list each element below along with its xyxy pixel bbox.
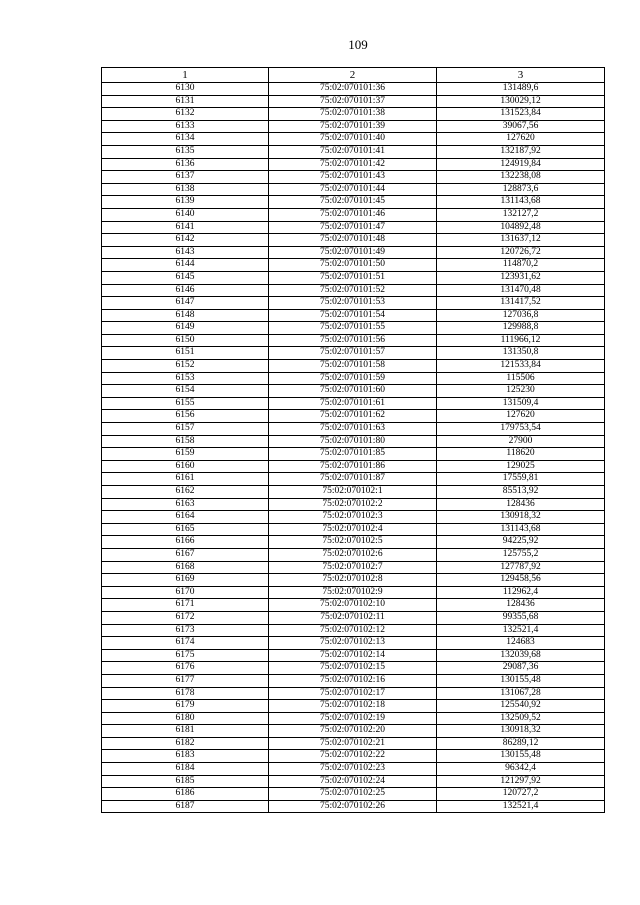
table-row (102, 271, 605, 284)
table-row (102, 611, 605, 624)
cadastral-number-cell: 75:02:070101:86 (269, 460, 437, 473)
value-cell: 118620 (437, 448, 605, 461)
table-row (102, 788, 605, 801)
cadastral-number-cell: 75:02:070102:8 (269, 574, 437, 587)
cadastral-number-cell: 75:02:070102:5 (269, 536, 437, 549)
value-cell: 131350,8 (437, 347, 605, 360)
table-row (102, 372, 605, 385)
table-row (102, 309, 605, 322)
cadastral-number-cell: 75:02:070101:43 (269, 171, 437, 184)
value-cell: 131637,12 (437, 234, 605, 247)
row-number-cell: 6177 (102, 674, 269, 687)
row-number-cell: 6137 (102, 171, 269, 184)
row-number-cell: 6160 (102, 460, 269, 473)
table-row (102, 221, 605, 234)
cadastral-number-cell: 75:02:070102:13 (269, 637, 437, 650)
table-row (102, 649, 605, 662)
cadastral-number-cell: 75:02:070101:44 (269, 183, 437, 196)
row-number-cell: 6169 (102, 574, 269, 587)
table-row (102, 536, 605, 549)
table-row (102, 586, 605, 599)
cadastral-number-cell: 75:02:070101:49 (269, 246, 437, 259)
value-cell: 29087,36 (437, 662, 605, 675)
row-number-cell: 6154 (102, 385, 269, 398)
value-cell: 127620 (437, 133, 605, 146)
value-cell: 131470,48 (437, 284, 605, 297)
value-cell: 132187,92 (437, 145, 605, 158)
cadastral-number-cell: 75:02:070101:45 (269, 196, 437, 209)
value-cell: 132238,08 (437, 171, 605, 184)
table-row (102, 548, 605, 561)
cadastral-number-cell: 75:02:070101:38 (269, 108, 437, 121)
row-number-cell: 6178 (102, 687, 269, 700)
cadastral-number-cell: 75:02:070101:41 (269, 145, 437, 158)
value-cell: 127787,92 (437, 561, 605, 574)
table-row (102, 800, 605, 813)
value-cell: 132127,2 (437, 208, 605, 221)
row-number-cell: 6142 (102, 234, 269, 247)
row-number-cell: 6165 (102, 523, 269, 536)
table-row (102, 196, 605, 209)
table-row (102, 561, 605, 574)
value-cell: 131143,68 (437, 523, 605, 536)
value-cell: 124919,84 (437, 158, 605, 171)
table-row (102, 511, 605, 524)
row-number-cell: 6133 (102, 120, 269, 133)
value-cell: 130918,32 (437, 511, 605, 524)
row-number-cell: 6174 (102, 637, 269, 650)
table-row (102, 725, 605, 738)
row-number-cell: 6166 (102, 536, 269, 549)
row-number-cell: 6173 (102, 624, 269, 637)
value-cell: 86289,12 (437, 737, 605, 750)
value-cell: 85513,92 (437, 486, 605, 499)
cadastral-number-cell: 75:02:070101:56 (269, 334, 437, 347)
cadastral-number-cell: 75:02:070101:61 (269, 397, 437, 410)
cadastral-number-cell: 75:02:070102:6 (269, 548, 437, 561)
value-cell: 132039,68 (437, 649, 605, 662)
table-row (102, 246, 605, 259)
row-number-cell: 6164 (102, 511, 269, 524)
row-number-cell: 6155 (102, 397, 269, 410)
table-row (102, 737, 605, 750)
value-cell: 125755,2 (437, 548, 605, 561)
page-number: 109 (348, 37, 368, 52)
value-cell: 123931,62 (437, 271, 605, 284)
cadastral-number-cell: 75:02:070101:87 (269, 473, 437, 486)
cadastral-number-cell: 75:02:070102:26 (269, 800, 437, 813)
value-cell: 112962,4 (437, 586, 605, 599)
cadastral-number-cell: 75:02:070101:85 (269, 448, 437, 461)
row-number-cell: 6156 (102, 410, 269, 423)
row-number-cell: 6135 (102, 145, 269, 158)
value-cell: 121297,92 (437, 775, 605, 788)
cadastral-number-cell: 75:02:070101:60 (269, 385, 437, 398)
row-number-cell: 6187 (102, 800, 269, 813)
cadastral-number-cell: 75:02:070102:4 (269, 523, 437, 536)
table-row (102, 574, 605, 587)
cadastral-number-cell: 75:02:070102:17 (269, 687, 437, 700)
table-row (102, 145, 605, 158)
table-row (102, 775, 605, 788)
table-row (102, 637, 605, 650)
table-row (102, 662, 605, 675)
value-cell: 96342,4 (437, 763, 605, 776)
cadastral-number-cell: 75:02:070102:15 (269, 662, 437, 675)
cadastral-number-cell: 75:02:070102:19 (269, 712, 437, 725)
row-number-cell: 6136 (102, 158, 269, 171)
row-number-cell: 6176 (102, 662, 269, 675)
row-number-cell: 6141 (102, 221, 269, 234)
value-cell: 132509,52 (437, 712, 605, 725)
value-cell: 121533,84 (437, 360, 605, 373)
cadastral-number-cell: 75:02:070102:14 (269, 649, 437, 662)
value-cell: 128436 (437, 498, 605, 511)
cadastral-number-cell: 75:02:070101:55 (269, 322, 437, 335)
value-cell: 131143,68 (437, 196, 605, 209)
cadastral-number-cell: 75:02:070101:59 (269, 372, 437, 385)
cadastral-number-cell: 75:02:070102:2 (269, 498, 437, 511)
cadastral-number-cell: 75:02:070101:53 (269, 297, 437, 310)
row-number-cell: 6151 (102, 347, 269, 360)
value-cell: 127620 (437, 410, 605, 423)
table-row (102, 435, 605, 448)
row-number-cell: 6161 (102, 473, 269, 486)
value-cell: 132521,4 (437, 800, 605, 813)
table-row (102, 486, 605, 499)
cadastral-number-cell: 75:02:070101:57 (269, 347, 437, 360)
table-row (102, 448, 605, 461)
value-cell: 115506 (437, 372, 605, 385)
row-number-cell: 6153 (102, 372, 269, 385)
table-row (102, 183, 605, 196)
row-number-cell: 6167 (102, 548, 269, 561)
row-number-cell: 6150 (102, 334, 269, 347)
value-cell: 130918,32 (437, 725, 605, 738)
header-row (102, 68, 605, 83)
cadastral-number-cell: 75:02:070101:52 (269, 284, 437, 297)
value-cell: 179753,54 (437, 423, 605, 436)
value-cell: 99355,68 (437, 611, 605, 624)
value-cell: 111966,12 (437, 334, 605, 347)
table-row (102, 523, 605, 536)
row-number-cell: 6143 (102, 246, 269, 259)
table-row (102, 674, 605, 687)
table-row (102, 297, 605, 310)
row-number-cell: 6182 (102, 737, 269, 750)
cadastral-number-cell: 75:02:070102:18 (269, 700, 437, 713)
cadastral-number-cell: 75:02:070101:37 (269, 95, 437, 108)
cadastral-number-cell: 75:02:070102:20 (269, 725, 437, 738)
row-number-cell: 6184 (102, 763, 269, 776)
cadastral-number-cell: 75:02:070102:1 (269, 486, 437, 499)
cadastral-number-cell: 75:02:070101:46 (269, 208, 437, 221)
row-number-cell: 6147 (102, 297, 269, 310)
row-number-cell: 6163 (102, 498, 269, 511)
table-row (102, 687, 605, 700)
cadastral-number-cell: 75:02:070102:7 (269, 561, 437, 574)
cadastral-number-cell: 75:02:070102:9 (269, 586, 437, 599)
cadastral-number-cell: 75:02:070101:51 (269, 271, 437, 284)
row-number-cell: 6175 (102, 649, 269, 662)
row-number-cell: 6170 (102, 586, 269, 599)
cadastral-number-cell: 75:02:070101:58 (269, 360, 437, 373)
table-header (102, 68, 605, 83)
value-cell: 39067,56 (437, 120, 605, 133)
row-number-cell: 6186 (102, 788, 269, 801)
value-cell: 124683 (437, 637, 605, 650)
column-header-2: 2 (269, 68, 437, 83)
cadastral-number-cell: 75:02:070102:16 (269, 674, 437, 687)
cadastral-number-cell: 75:02:070102:22 (269, 750, 437, 763)
value-cell: 131067,28 (437, 687, 605, 700)
value-cell: 127036,8 (437, 309, 605, 322)
table-row (102, 473, 605, 486)
value-cell: 129025 (437, 460, 605, 473)
cadastral-number-cell: 75:02:070102:23 (269, 763, 437, 776)
row-number-cell: 6180 (102, 712, 269, 725)
value-cell: 132521,4 (437, 624, 605, 637)
row-number-cell: 6157 (102, 423, 269, 436)
table-row (102, 322, 605, 335)
row-number-cell: 6145 (102, 271, 269, 284)
value-cell: 94225,92 (437, 536, 605, 549)
table-row (102, 410, 605, 423)
value-cell: 131417,52 (437, 297, 605, 310)
cadastral-number-cell: 75:02:070101:36 (269, 83, 437, 96)
value-cell: 130155,48 (437, 674, 605, 687)
row-number-cell: 6179 (102, 700, 269, 713)
cadastral-number-cell: 75:02:070101:54 (269, 309, 437, 322)
table-row (102, 624, 605, 637)
cadastral-number-cell: 75:02:070101:40 (269, 133, 437, 146)
value-cell: 128873,6 (437, 183, 605, 196)
row-number-cell: 6139 (102, 196, 269, 209)
table-row (102, 347, 605, 360)
table-row (102, 284, 605, 297)
row-number-cell: 6171 (102, 599, 269, 612)
column-header-3: 3 (437, 68, 605, 83)
value-cell: 114870,2 (437, 259, 605, 272)
table-row (102, 259, 605, 272)
table-row (102, 208, 605, 221)
value-cell: 128436 (437, 599, 605, 612)
value-cell: 27900 (437, 435, 605, 448)
table-row (102, 750, 605, 763)
table-row (102, 599, 605, 612)
table-row (102, 498, 605, 511)
cadastral-number-cell: 75:02:070102:25 (269, 788, 437, 801)
row-number-cell: 6181 (102, 725, 269, 738)
row-number-cell: 6134 (102, 133, 269, 146)
cadastral-number-cell: 75:02:070101:62 (269, 410, 437, 423)
table-row (102, 397, 605, 410)
table-row (102, 108, 605, 121)
table-body (102, 83, 605, 813)
row-number-cell: 6158 (102, 435, 269, 448)
row-number-cell: 6172 (102, 611, 269, 624)
table-row (102, 171, 605, 184)
cadastral-number-cell: 75:02:070101:42 (269, 158, 437, 171)
row-number-cell: 6159 (102, 448, 269, 461)
row-number-cell: 6185 (102, 775, 269, 788)
table-row (102, 385, 605, 398)
row-number-cell: 6138 (102, 183, 269, 196)
cadastral-number-cell: 75:02:070102:10 (269, 599, 437, 612)
cadastral-number-cell: 75:02:070102:11 (269, 611, 437, 624)
value-cell: 120726,72 (437, 246, 605, 259)
cadastral-number-cell: 75:02:070101:80 (269, 435, 437, 448)
cadastral-number-cell: 75:02:070101:48 (269, 234, 437, 247)
value-cell: 125540,92 (437, 700, 605, 713)
value-cell: 131489,6 (437, 83, 605, 96)
cadastral-number-cell: 75:02:070101:63 (269, 423, 437, 436)
value-cell: 129458,56 (437, 574, 605, 587)
value-cell: 17559,81 (437, 473, 605, 486)
column-header-1: 1 (102, 68, 269, 83)
value-cell: 120727,2 (437, 788, 605, 801)
value-cell: 131523,84 (437, 108, 605, 121)
row-number-cell: 6144 (102, 259, 269, 272)
row-number-cell: 6148 (102, 309, 269, 322)
row-number-cell: 6140 (102, 208, 269, 221)
table-row (102, 334, 605, 347)
table-row (102, 120, 605, 133)
table-row (102, 763, 605, 776)
table-row (102, 158, 605, 171)
row-number-cell: 6152 (102, 360, 269, 373)
row-number-cell: 6132 (102, 108, 269, 121)
cadastral-number-cell: 75:02:070102:24 (269, 775, 437, 788)
row-number-cell: 6130 (102, 83, 269, 96)
cadastral-number-cell: 75:02:070102:21 (269, 737, 437, 750)
cadastral-number-cell: 75:02:070101:39 (269, 120, 437, 133)
table-row (102, 712, 605, 725)
cadastral-number-cell: 75:02:070102:3 (269, 511, 437, 524)
table-row (102, 360, 605, 373)
row-number-cell: 6183 (102, 750, 269, 763)
row-number-cell: 6162 (102, 486, 269, 499)
row-number-cell: 6146 (102, 284, 269, 297)
cadastral-number-cell: 75:02:070102:12 (269, 624, 437, 637)
row-number-cell: 6149 (102, 322, 269, 335)
table-row (102, 460, 605, 473)
row-number-cell: 6168 (102, 561, 269, 574)
table-row (102, 700, 605, 713)
value-cell: 125230 (437, 385, 605, 398)
value-cell: 130029,12 (437, 95, 605, 108)
cadastral-number-cell: 75:02:070101:50 (269, 259, 437, 272)
table-row (102, 234, 605, 247)
table-row (102, 133, 605, 146)
data-table (101, 67, 605, 813)
table-row (102, 423, 605, 436)
value-cell: 104892,48 (437, 221, 605, 234)
table-row (102, 83, 605, 96)
table-row (102, 95, 605, 108)
value-cell: 129988,8 (437, 322, 605, 335)
value-cell: 130155,48 (437, 750, 605, 763)
value-cell: 131509,4 (437, 397, 605, 410)
row-number-cell: 6131 (102, 95, 269, 108)
cadastral-number-cell: 75:02:070101:47 (269, 221, 437, 234)
